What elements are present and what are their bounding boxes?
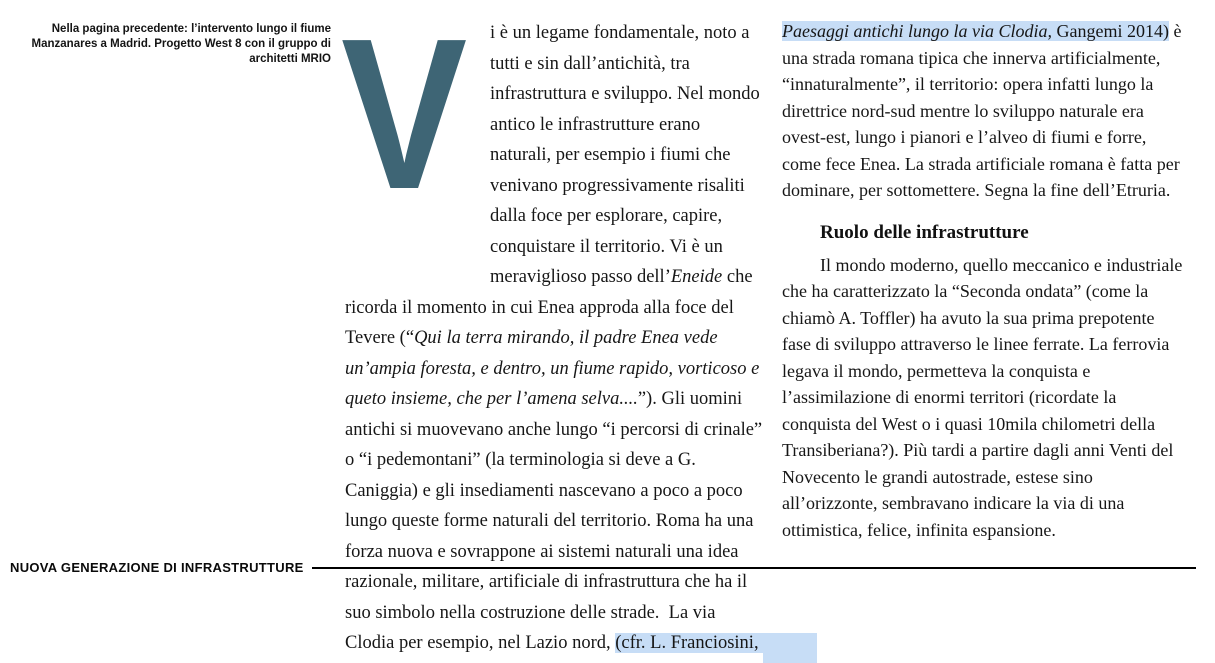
cited-book-title: Paesaggi antichi lungo la via Clodia,	[782, 21, 1052, 41]
caption-line: Nella pagina precedente: l’intervento lungo il fiume	[51, 23, 331, 35]
footer-running-title	[10, 560, 1196, 575]
body-text: che ricorda il momento in cui Enea approda alla foce del Tevere (“	[345, 267, 753, 348]
body-text: è una strada romana tipica che innerva artificialmente, “innaturalmente”, il territorio: opera infatti lungo la direttrice nord-sud mentre lo sviluppo naturale era ovest-est, lungo i pianori e l’alveo di fiumi e forre, come fece Enea. La strada artificiale romana è fatta per dominare, per sottomettere. Segna la fine dell’Etruria.	[782, 21, 1182, 200]
book-title-eneide: Eneide	[670, 267, 723, 287]
caption-line: architetti MRIO	[249, 53, 331, 65]
body-text: i è un legame fondamentale, noto a tutti e sin dall’antichità, tra infrastruttura e sviluppo. Nel mondo antico le infrastrutture erano naturali, per esempio i fiumi che venivano progressivamente risaliti dalla foce per esplorare, capire, conquistare il territorio. Vi è un meraviglioso passo dell’	[490, 23, 760, 287]
text-column-right	[782, 18, 1184, 543]
highlighted-citation-end	[782, 21, 1169, 41]
cited-publisher: Gangemi 2014)	[1051, 21, 1169, 41]
dropcap-letter: V	[341, 0, 468, 234]
dropcap-v	[341, 0, 490, 284]
paragraph-modern-world: Il mondo moderno, quello meccanico e industriale che ha caratterizzato la “Seconda ondata” (come la chiamò A. Toffler) ha avuto la sua prima prepotente fase di sviluppo attraverso le linee ferrate. La ferrovia legava il mondo, permetteva la conquista e l’assimilazione di enormi territori (ricordate la conquista del West o i quasi 10mila chilometri della Transiberiana?). Più tardi a partire dagli anni Venti del Novecento le grandi autostrade, estese sino all’orizzonte, sembravano indicare la via di una ottimistica, felice, infinita espansione.	[782, 254, 1183, 540]
paragraph-clodia	[782, 18, 1184, 204]
footer-rule	[312, 567, 1196, 569]
caption-line: Manzanares a Madrid. Progetto West 8 con il gruppo di	[31, 38, 331, 50]
section-heading: Ruolo delle infrastrutture	[820, 221, 1029, 243]
eneide-quote: Qui la terra mirando, il padre Enea vede un’ampia foresta, e dentro, un fiume rapido, vorticoso e queto insieme, che per l’amena selva....	[345, 328, 760, 409]
body-text: ”). Gli uomini antichi si muovevano anche lungo “i percorsi di crinale” o “i pedemontani” (la terminologia si deve a G. Caniggia) e gli insediamenti nascevano a poco a poco lungo queste forme naturali del territorio. Roma ha una forza nuova e sovrappone ai sistemi naturali una idea razionale, militare, artificiale di infrastruttura che ha il suo simbolo nella costruzione delle strade. La via Clodia per esempio, nel Lazio nord,	[345, 389, 763, 653]
previous-page-caption	[28, 22, 331, 67]
highlighted-citation-start: (cfr. L. Franciosini,	[615, 633, 759, 653]
footer-label: NUOVA GENERAZIONE DI INFRASTRUTTURE	[10, 560, 304, 575]
